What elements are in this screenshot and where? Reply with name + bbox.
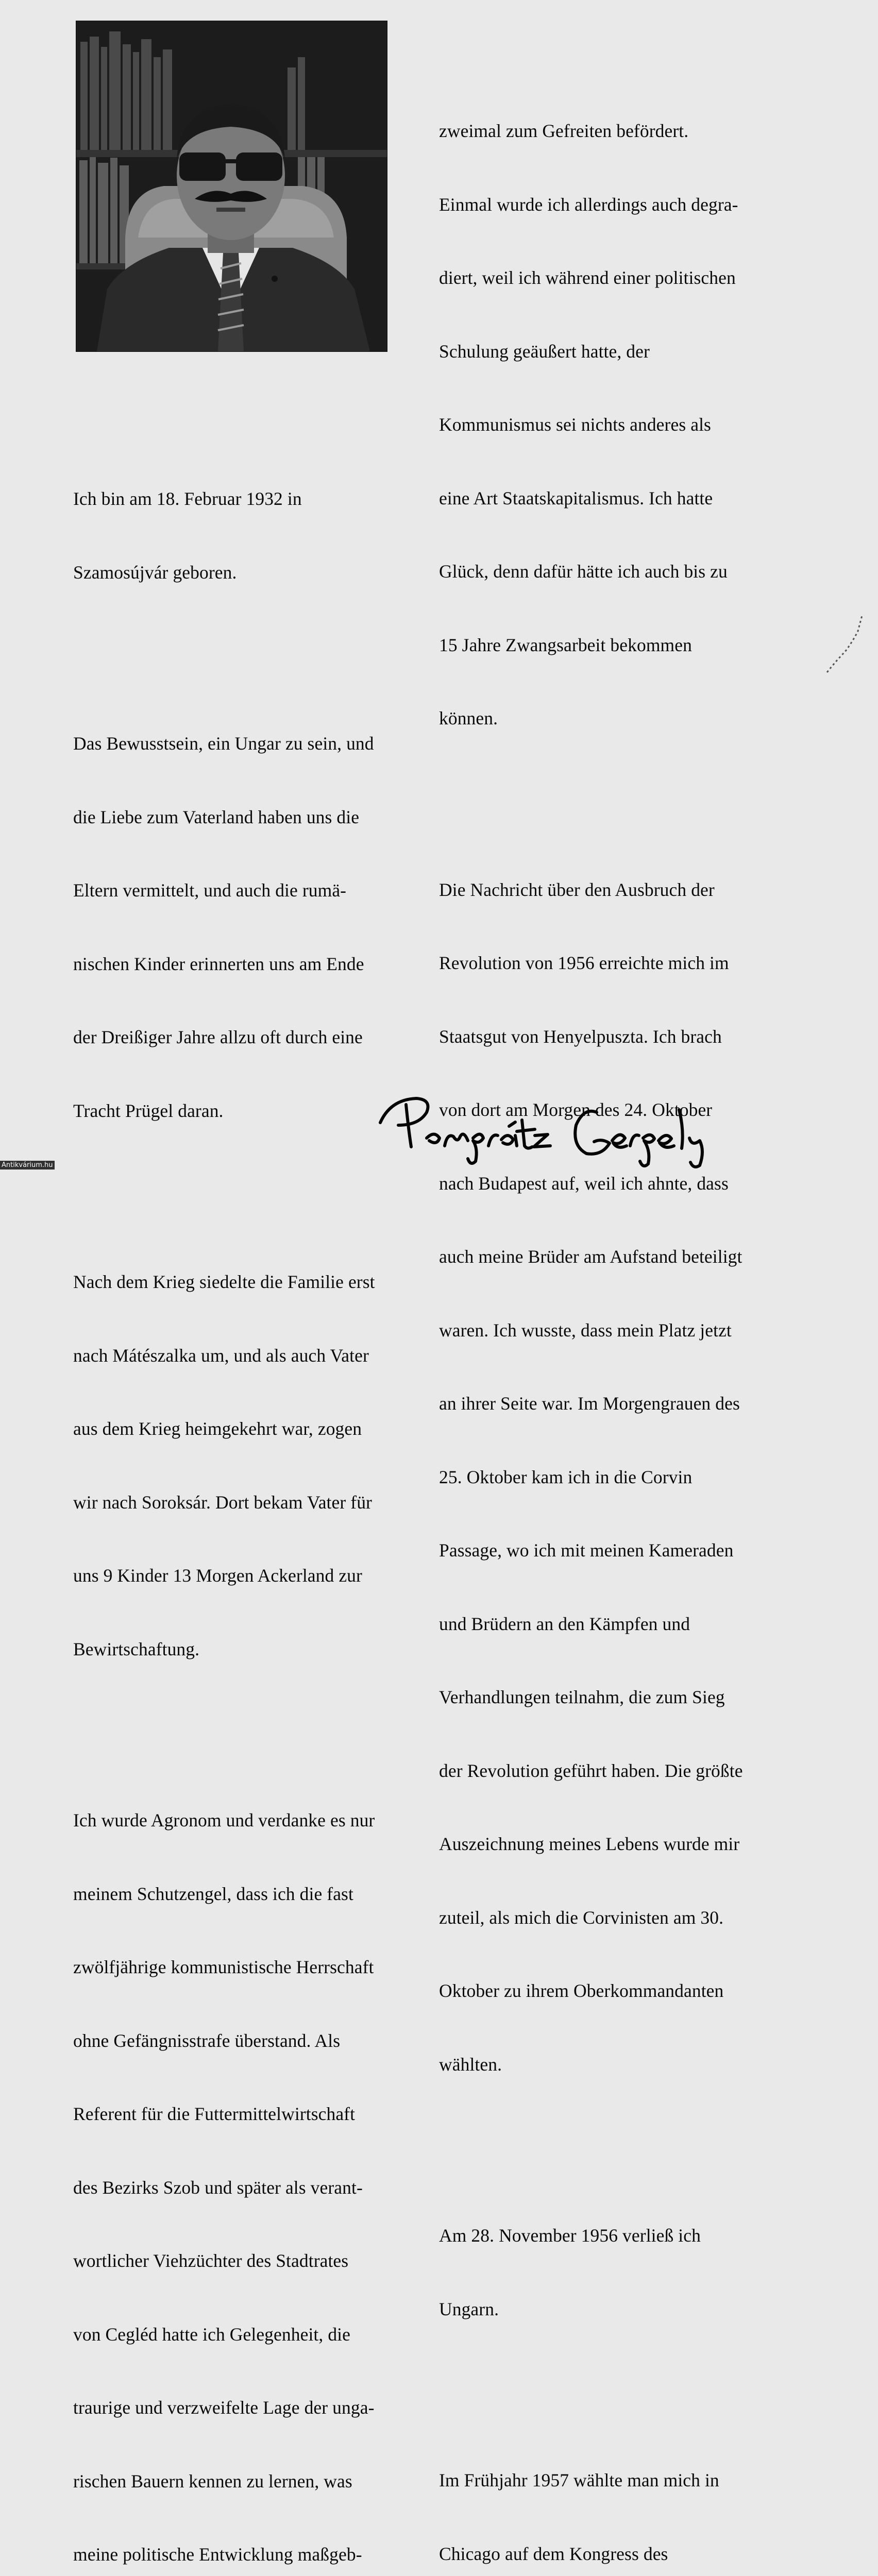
right-paragraph-4 bbox=[439, 2419, 800, 2576]
text-line: Szamosújvár geboren. bbox=[73, 562, 237, 583]
text-line: ohne Gefängnisstrafe überstand. Als bbox=[73, 2030, 341, 2051]
right-paragraph-3 bbox=[439, 2175, 800, 2370]
text-line: wir nach Soroksár. Dort bekam Vater für bbox=[73, 1492, 372, 1513]
text-line: Revolution von 1956 erreichte mich im bbox=[439, 953, 729, 973]
text-line: wortlicher Viehzüchter des Stadtrates bbox=[73, 2250, 349, 2271]
text-line: Eltern vermittelt, und auch die rumä- bbox=[73, 880, 347, 901]
left-paragraph-1 bbox=[73, 438, 424, 634]
right-paragraph-2 bbox=[439, 829, 800, 2126]
text-line: waren. Ich wusste, dass mein Platz jetzt bbox=[439, 1319, 732, 1341]
text-line: Bewirtschaftung. bbox=[73, 1638, 200, 1659]
text-line: Ich wurde Agronom und verdanke es nur bbox=[73, 1810, 375, 1831]
pencil-mark-icon bbox=[822, 611, 868, 677]
text-line: nach Mátészalka um, und als auch Vater bbox=[73, 1345, 369, 1366]
text-line: die Liebe zum Vaterland haben uns die bbox=[73, 806, 360, 827]
text-line: der Dreißiger Jahre allzu oft durch eine bbox=[73, 1027, 363, 1047]
portrait-photo bbox=[76, 21, 387, 352]
text-line: Verhandlungen teilnahm, die zum Sieg bbox=[439, 1687, 725, 1707]
text-line: Staatsgut von Henyelpuszta. Ich brach bbox=[439, 1026, 722, 1047]
text-line: und Brüdern an den Kämpfen und bbox=[439, 1613, 690, 1634]
left-paragraph-3 bbox=[73, 1221, 424, 1710]
text-line: Kommunismus sei nichts anderes als bbox=[439, 414, 711, 435]
text-line: Referent für die Futtermittelwirtschaft bbox=[73, 2104, 356, 2124]
text-line: Ungarn. bbox=[439, 2298, 499, 2319]
text-line: traurige und verzweifelte Lage der unga- bbox=[73, 2397, 375, 2418]
text-line: Chicago auf dem Kongress des bbox=[439, 2543, 668, 2564]
text-line: der Revolution geführt haben. Die größte bbox=[439, 1760, 743, 1781]
text-line: auch meine Brüder am Aufstand beteiligt bbox=[439, 1246, 742, 1267]
right-paragraph-1 bbox=[439, 70, 800, 780]
text-line: rischen Bauern kennen zu lernen, was bbox=[73, 2470, 352, 2492]
right-column bbox=[439, 21, 800, 2576]
text-line: zweimal zum Gefreiten befördert. bbox=[439, 121, 689, 141]
text-line: zuteil, als mich die Corvinisten am 30. bbox=[439, 1907, 724, 1928]
text-line: Das Bewusstsein, ein Ungar zu sein, und bbox=[73, 733, 374, 754]
text-line: meinem Schutzengel, dass ich die fast bbox=[73, 1883, 353, 1904]
text-line: nach Budapest auf, weil ich ahnte, dass bbox=[439, 1173, 729, 1194]
text-line: 25. Oktober kam ich in die Corvin bbox=[439, 1466, 693, 1487]
text-line: wählten. bbox=[439, 2054, 502, 2075]
text-line: von Cegléd hatte ich Gelegenheit, die bbox=[73, 2324, 350, 2345]
text-line: Nach dem Krieg siedelte die Familie erst bbox=[73, 1272, 375, 1292]
text-line: Einmal wurde ich allerdings auch degra- bbox=[439, 194, 738, 215]
watermark: Antikvárium.hu bbox=[0, 1161, 55, 1170]
text-line: an ihrer Seite war. Im Morgengrauen des bbox=[439, 1393, 740, 1414]
text-line: meine politische Entwicklung maßgeb- bbox=[73, 2544, 362, 2565]
text-line: 15 Jahre Zwangsarbeit bekommen bbox=[439, 634, 692, 655]
text-line: Im Frühjahr 1957 wählte man mich in bbox=[439, 2470, 719, 2490]
text-line: Am 28. November 1956 verließ ich bbox=[439, 2225, 701, 2246]
text-line: von dort am Morgen des 24. Oktober bbox=[439, 1099, 713, 1120]
text-line: Oktober zu ihrem Oberkommandanten bbox=[439, 1980, 724, 2001]
text-line: eine Art Staatskapitalismus. Ich hatte bbox=[439, 487, 713, 509]
text-line: nischen Kinder erinnerten uns am Ende bbox=[73, 953, 364, 974]
text-line: diert, weil ich während einer politischen bbox=[439, 267, 736, 288]
text-line: Schulung geäußert hatte, der bbox=[439, 341, 650, 362]
text-line: Passage, wo ich mit meinen Kameraden bbox=[439, 1540, 734, 1561]
text-line: Die Nachricht über den Ausbruch der bbox=[439, 879, 715, 900]
left-column bbox=[73, 389, 424, 2576]
text-line: des Bezirks Szob und später als verant- bbox=[73, 2177, 363, 2198]
handwritten-signature bbox=[370, 1089, 731, 1171]
text-line: aus dem Krieg heimgekehrt war, zogen bbox=[73, 1418, 362, 1439]
text-line: können. bbox=[439, 708, 498, 728]
left-paragraph-4 bbox=[73, 1759, 424, 2576]
portrait-image bbox=[76, 21, 387, 351]
text-line: Auszeichnung meines Lebens wurde mir bbox=[439, 1834, 740, 1854]
text-line: Glück, denn dafür hätte ich auch bis zu bbox=[439, 561, 728, 582]
text-line: zwölfjährige kommunistische Herrschaft bbox=[73, 1957, 374, 1977]
text-line: uns 9 Kinder 13 Morgen Ackerland zur bbox=[73, 1565, 362, 1586]
text-line: Ich bin am 18. Februar 1932 in bbox=[73, 488, 302, 509]
text-line: Tracht Prügel daran. bbox=[73, 1100, 224, 1121]
